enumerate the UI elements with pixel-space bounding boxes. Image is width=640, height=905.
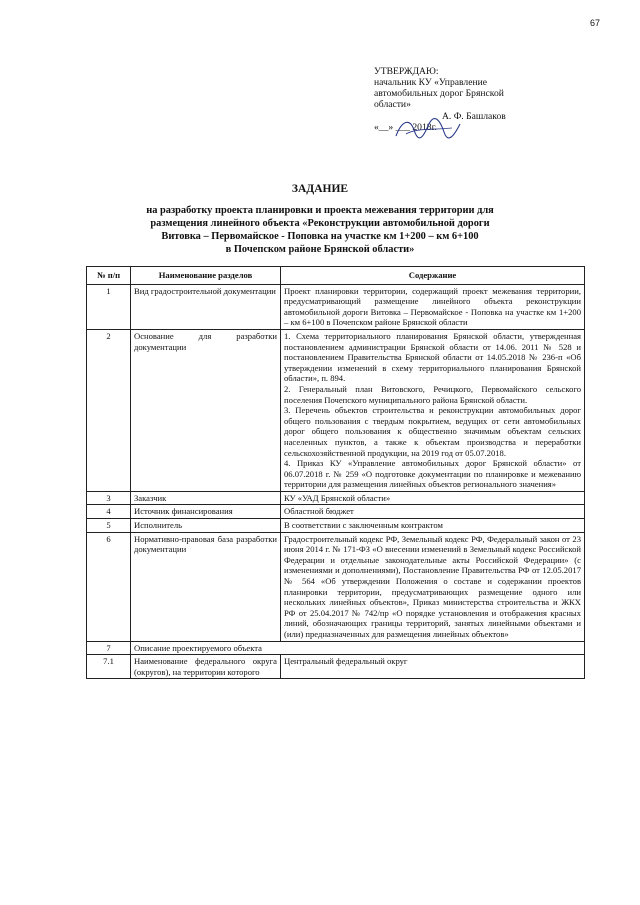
document-title: [60, 183, 580, 256]
row-content: КУ «УАД Брянской области»: [281, 491, 585, 505]
row-section-name: Основание для разработки документации: [131, 329, 281, 491]
row-number: 3: [87, 491, 131, 505]
content-paragraph: 1. Схема территориального планирования Брянской области, утвержденная постановлением администрации Брянской области от 14.06. 2011 № 528 и постановлением Правительства Брянской области от 14.05.2018 № 236-п «Об утверждении изменений в схему территориального планирования Брянской области», п. 894.: [284, 330, 581, 384]
header-number: № п/п: [87, 267, 131, 285]
subtitle-line: размещения линейного объекта «Реконструкции автомобильной дороги: [150, 218, 490, 229]
table-header-row: [87, 267, 585, 285]
row-number: 5: [87, 519, 131, 533]
header-content: Содержание: [281, 267, 585, 285]
row-number: 4: [87, 505, 131, 519]
table-row: [87, 532, 585, 641]
content-paragraph: 2. Генеральный план Витовского, Речицкого, Первомайского сельского поселения Почепского муниципального района Брянской области.: [284, 383, 581, 405]
task-table: [86, 266, 585, 679]
row-number: 6: [87, 532, 131, 641]
content-paragraph: 3. Перечень объектов строительства и реконструкции автомобильных дорог общего пользования с твердым покрытием, ведущих от сети автомобильных дорог общего пользования к общественно значимым объектам сельских населенных пунктов, а также к объектам производства и переработки сельскохозяйственной продукции, на 2019 год от 05.07.2018.: [284, 405, 581, 458]
title-main: ЗАДАНИЕ: [291, 183, 349, 195]
table-row: [87, 655, 585, 679]
row-content: Проект планировки территории, содержащий проект межевания территории, предусматривающий размещение линейного объекта реконструкции автомобильной дороги Витовка – Первомайское - Поповка на участке км 1+200 – км 6+100 в Почепском районе Брянской области: [281, 284, 585, 329]
approval-heading: УТВЕРЖДАЮ:: [374, 66, 439, 77]
row-content: Центральный федеральный округ: [281, 655, 585, 679]
approval-position-line: начальник КУ «Управление: [374, 77, 487, 88]
row-number: 1: [87, 284, 131, 329]
row-number: 7.1: [87, 655, 131, 679]
title-subtitle: [60, 204, 580, 256]
row-content: Градостроительный кодекс РФ, Земельный кодекс РФ, Федеральный закон от 23 июня 2014 г. № 171-ФЗ «О внесении изменений в Земельный кодекс Российской Федерации и отдельные законодательные акты Российской Федерации» (с изменениями и дополнениями), Постановление Правительства РФ от 12.05.2017 № 564 «Об утверждении Положения о составе и содержании проектов планировки территории, предусматривающих размещение одного или нескольких линейных объектов», Приказ министерства строительства и ЖКХ РФ от 25.04.2017 № 742/пр «О порядке установления и отображения красных линий, обозначающих границы территорий, занятых линейными объектами и (или) предназначенных для размещения линейных объектов»: [281, 532, 585, 641]
row-content: [281, 329, 585, 491]
subtitle-line: на разработку проекта планировки и проекта межевания территории для: [146, 205, 494, 216]
row-section-name: Нормативно-правовая база разработки документации: [131, 532, 281, 641]
row-section-name: Заказчик: [131, 491, 281, 505]
subtitle-line: в Почепском районе Брянской области»: [225, 244, 415, 255]
signature-icon: [392, 116, 462, 142]
row-content: Областной бюджет: [281, 505, 585, 519]
row-section-name: Описание проектируемого объекта: [131, 641, 585, 655]
table-row: [87, 491, 585, 505]
row-number: 2: [87, 329, 131, 491]
table-row: [87, 505, 585, 519]
page-number: 67: [590, 18, 601, 28]
row-number: 7: [87, 641, 131, 655]
table-row: [87, 641, 585, 655]
header-section-name: Наименование разделов: [131, 267, 281, 285]
approval-date: «__» ___ 2018г.: [374, 122, 437, 133]
table-row: [87, 329, 585, 491]
row-section-name: Источник финансирования: [131, 505, 281, 519]
row-content: В соответствии с заключенным контрактом: [281, 519, 585, 533]
approval-position-line: автомобильных дорог Брянской: [374, 88, 504, 99]
content-paragraph: 4. Приказ КУ «Управление автомобильных дорог Брянской области» от 06.07.2018 г. № 259 «О подготовке документации по планировке и межеванию территории для размещения линейных объектов регионального значения»: [284, 458, 581, 490]
row-section-name: Вид градостроительной документации: [131, 284, 281, 329]
table-row: [87, 284, 585, 329]
row-section-name: Наименование федерального округа (округов), на территории которого: [131, 655, 281, 679]
table-row: [87, 519, 585, 533]
approval-signer: А. Ф. Башлаков: [442, 111, 506, 122]
approval-position-line: области»: [374, 99, 411, 110]
subtitle-line: Витовка – Первомайское - Поповка на участке км 1+200 – км 6+100: [161, 231, 479, 242]
row-section-name: Исполнитель: [131, 519, 281, 533]
